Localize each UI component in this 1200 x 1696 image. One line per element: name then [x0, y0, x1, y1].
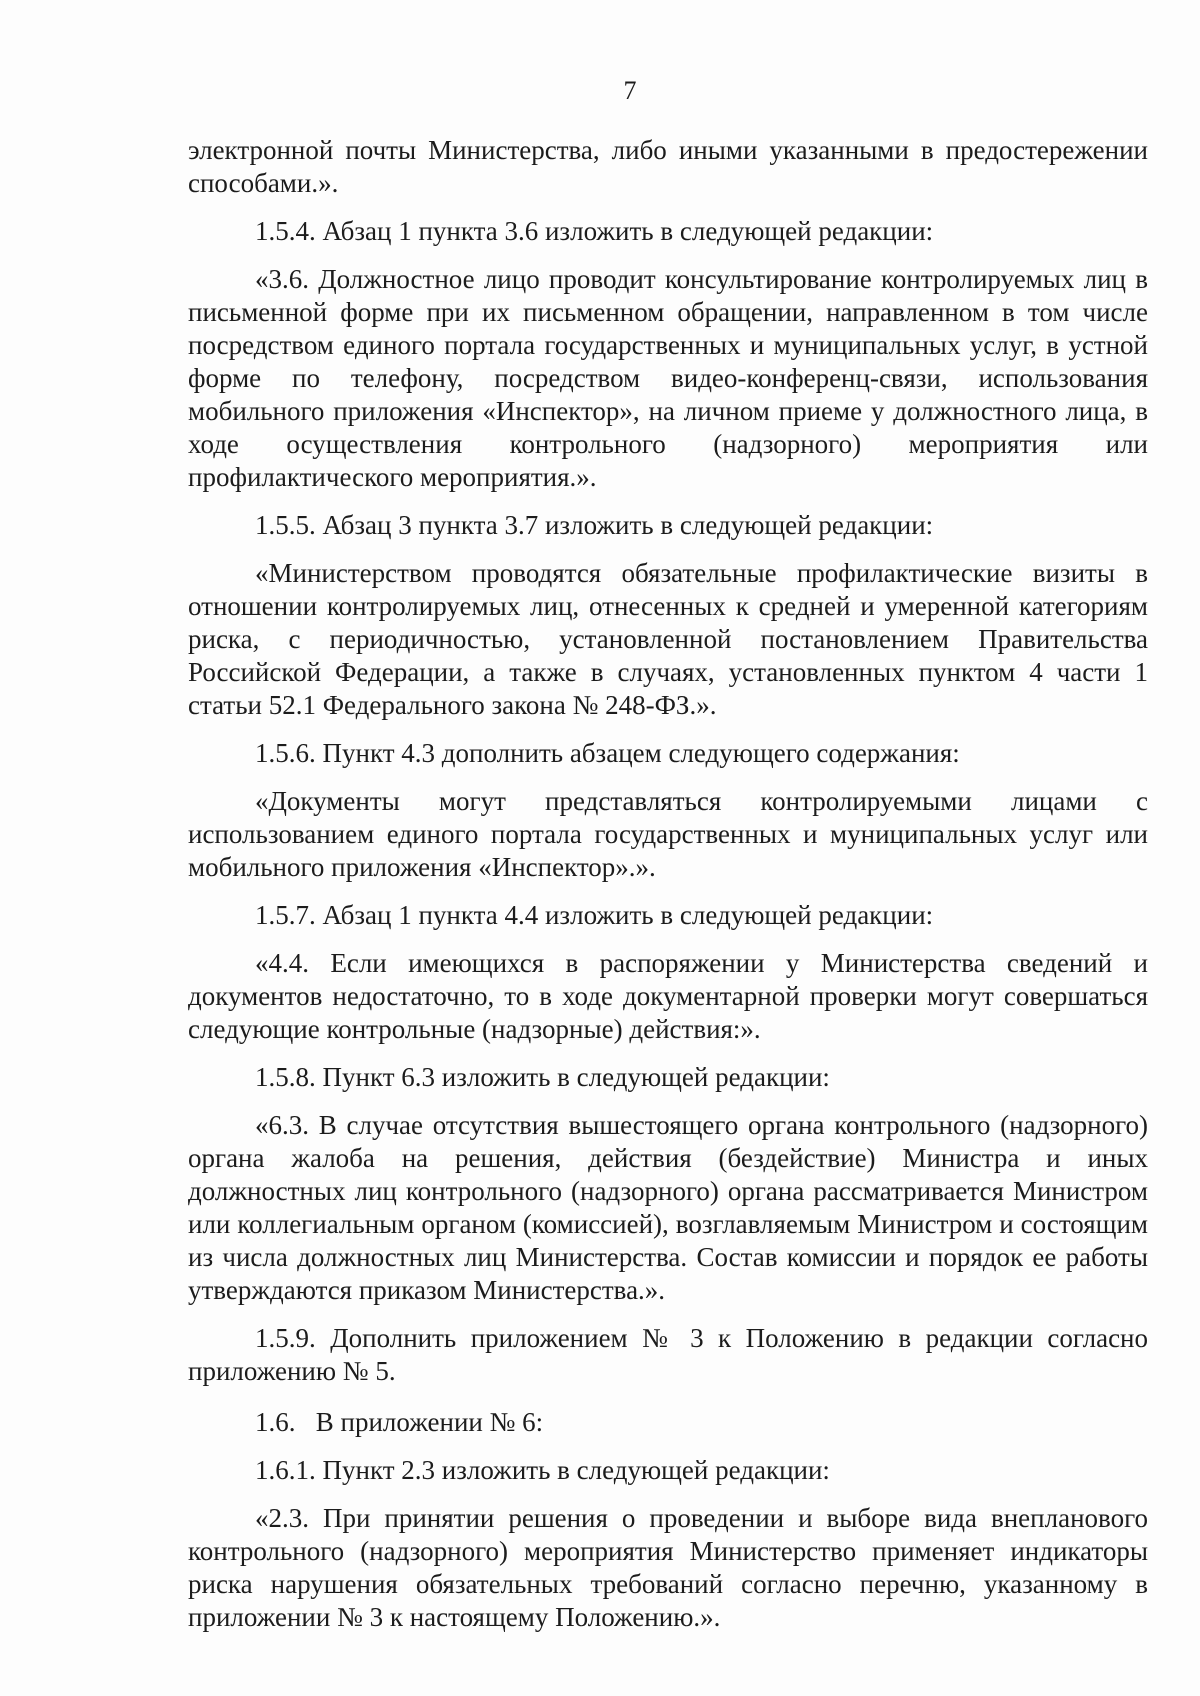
paragraph-quote-3-7: «Министерством проводятся обязательные профилактические визиты в отношении контролируемых лиц, отнесенных к средней и умеренной категориям риска, с периодичностью, установленной постановлением Правительства Российской Федерации, а также в случаях, установленных пунктом 4 части 1 статьи 52.1 Федерального закона № 248-ФЗ.».: [188, 558, 1148, 720]
paragraph-quote-4-4: «4.4. Если имеющихся в распоряжении у Министерства сведений и документов недостаточно, то в ходе документарной проверки могут совершаться следующие контрольные (надзорные) действия:».: [188, 948, 1148, 1044]
paragraph-continuation: электронной почты Министерства, либо иными указанными в предостережении способами.».: [188, 135, 1148, 198]
paragraph-quote-6-3: «6.3. В случае отсутствия вышестоящего органа контрольного (надзорного) органа жалоба на решения, действия (бездействие) Министра и иных должностных лиц контрольного (надзорного) органа рассматривается Министром или коллегиальным органом (комиссией), возглавляемым Министром и состоящим из числа должностных лиц Министерства. Состав комиссии и порядок ее работы утверждаются приказом Министерства.».: [188, 1110, 1148, 1305]
paragraph-1-5-9: 1.5.9. Дополнить приложением № 3 к Положению в редакции согласно приложению № 5.: [188, 1323, 1148, 1386]
paragraph-1-5-8: 1.5.8. Пункт 6.3 изложить в следующей редакции:: [255, 1062, 830, 1092]
paragraph-quote-4-3: «Документы могут представляться контролируемыми лицами с использованием единого портала государственных и муниципальных услуг или мобильного приложения «Инспектор».».: [188, 786, 1148, 882]
paragraph-1-6-1: 1.6.1. Пункт 2.3 изложить в следующей редакции:: [255, 1455, 830, 1485]
paragraph-quote-3-6: «3.6. Должностное лицо проводит консультирование контролируемых лиц в письменной форме при их письменном обращении, направленном в том числе посредством единого портала государственных и муниципальных услуг, в устной форме по телефону, посредством видео-конференц-связи, использования мобильного приложения «Инспектор», на личном приеме у должностного лица, в ходе осуществления контрольного (надзорного) мероприятия или профилактического мероприятия.».: [188, 264, 1148, 492]
document-body: [188, 134, 1148, 1649]
page-number: 7: [623, 76, 637, 105]
paragraph-1-5-6: 1.5.6. Пункт 4.3 дополнить абзацем следующего содержания:: [255, 738, 960, 768]
paragraph-quote-2-3: «2.3. При принятии решения о проведении и выборе вида внепланового контрольного (надзорного) мероприятия Министерство применяет индикаторы риска нарушения обязательных требований согласно перечню, указанному в приложении № 3 к настоящему Положению.».: [188, 1503, 1148, 1632]
paragraph-1-5-5: 1.5.5. Абзац 3 пункта 3.7 изложить в следующей редакции:: [255, 510, 934, 540]
paragraph-1-5-7: 1.5.7. Абзац 1 пункта 4.4 изложить в следующей редакции:: [255, 900, 934, 930]
paragraph-1-5-4: 1.5.4. Абзац 1 пункта 3.6 изложить в следующей редакции:: [255, 216, 934, 246]
paragraph-1-6: 1.6. В приложении № 6:: [255, 1407, 544, 1437]
